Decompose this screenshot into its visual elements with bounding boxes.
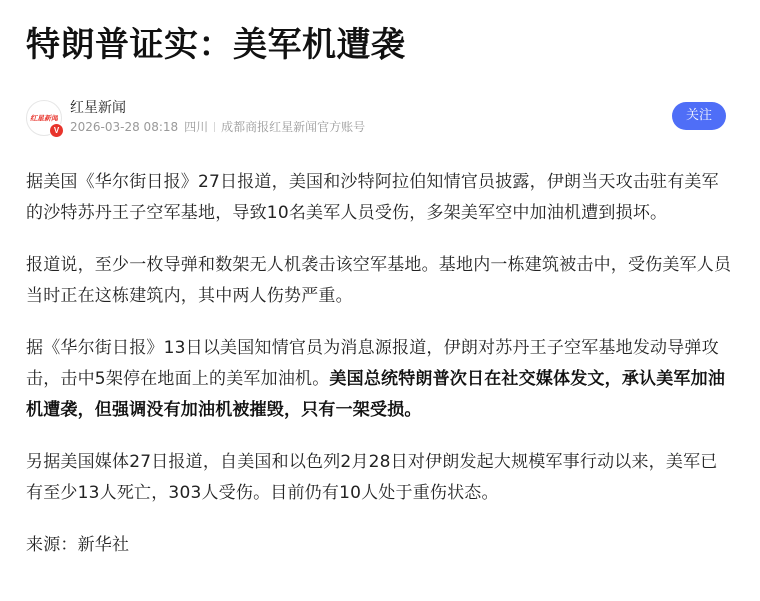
account-description: 成都商报红星新闻官方账号: [221, 120, 366, 134]
verified-badge-icon: V: [49, 123, 64, 138]
source-credit: [26, 530, 734, 561]
paragraph-text: 来源：新华社: [26, 535, 130, 555]
paragraph-text: 据《华尔街日报》13日以美国知情官员为消息源报道，伊朗对苏丹王子空军基地发动导弹攻击，击中5架停在地面上的美军加油机。: [26, 338, 719, 389]
paragraph-text: 据美国《华尔街日报》27日报道，美国和沙特阿拉伯知情官员披露，伊朗当天攻击驻有美军的沙特苏丹王子空军基地，导致10名美军人员受伤，多架美军空中加油机遭到损坏。: [26, 172, 719, 223]
article-body: [26, 167, 734, 582]
follow-button[interactable]: 关注: [672, 102, 726, 130]
paragraph-3: [26, 333, 734, 426]
article-meta: [70, 119, 365, 135]
region: 四川: [184, 120, 209, 134]
paragraph-4: [26, 447, 734, 509]
source-name[interactable]: 红星新闻: [70, 100, 126, 116]
paragraph-2: [26, 250, 734, 312]
avatar[interactable]: [26, 100, 62, 136]
logo-text: 红星新闻: [30, 114, 58, 123]
author-bar: [26, 98, 726, 140]
source-logo: [30, 111, 58, 123]
paragraph-bold-text: 美国总统特朗普次日在社交媒体发文，承认美军加油机遭袭，但强调没有加油机被摧毁，只有一架受损。: [26, 369, 726, 420]
meta-divider: [214, 122, 215, 132]
paragraph-text: 报道说，至少一枚导弹和数架无人机袭击该空军基地。基地内一栋建筑被击中，受伤美军人员当时正在这栋建筑内，其中两人伤势严重。: [26, 255, 732, 306]
paragraph-1: [26, 167, 734, 229]
publish-date: 2026-03-28 08:18: [70, 120, 179, 134]
article-title: 特朗普证实：美军机遭袭: [26, 25, 406, 65]
paragraph-text: 另据美国媒体27日报道，自美国和以色列2月28日对伊朗发起大规模军事行动以来，美军已有至少13人死亡，303人受伤。目前仍有10人处于重伤状态。: [26, 452, 718, 503]
